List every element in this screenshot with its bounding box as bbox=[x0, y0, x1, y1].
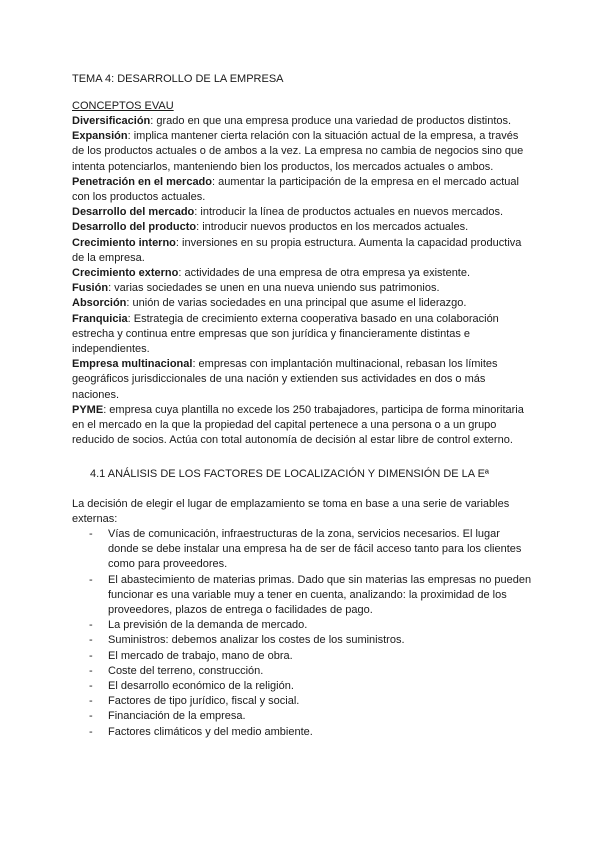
list-item-text: Coste del terreno, construcción. bbox=[108, 664, 264, 677]
definition-term: Franquicia bbox=[72, 312, 128, 325]
definition-item bbox=[72, 296, 532, 311]
definition-text: : varias sociedades se unen en una nueva uniendo sus patrimonios. bbox=[108, 282, 440, 295]
definition-term: Absorción bbox=[72, 297, 127, 310]
definition-text: : actividades de una empresa de otra empresa ya existente. bbox=[178, 267, 471, 280]
subsection-heading: 4.1 ANÁLISIS DE LOS FACTORES DE LOCALIZACIÓN Y DIMENSIÓN DE LA Eª bbox=[90, 468, 489, 480]
list-item bbox=[72, 664, 532, 679]
list-item-text: Vías de comunicación, infraestructuras de la zona, servicios necesarios. El lugar donde se debe instalar una empresa ha de ser de fácil acceso tanto para los clientes como para proveedores. bbox=[108, 528, 522, 571]
definitions-list bbox=[72, 114, 532, 448]
list-item bbox=[72, 649, 532, 664]
list-item-text: Financiación de la empresa. bbox=[108, 710, 246, 723]
list-item bbox=[72, 725, 532, 740]
dash-bullet: - bbox=[89, 528, 93, 540]
definition-item bbox=[72, 266, 532, 281]
definition-item bbox=[72, 114, 532, 129]
definition-text: : unión de varias sociedades en una principal que asume el liderazgo. bbox=[126, 297, 467, 310]
list-item-text: La previsión de la demanda de mercado. bbox=[108, 619, 308, 632]
dash-bullet: - bbox=[89, 695, 93, 708]
definition-item bbox=[72, 129, 532, 175]
definition-term: Penetración en el mercado bbox=[72, 175, 212, 188]
dash-bullet: - bbox=[89, 619, 93, 632]
list-item bbox=[72, 679, 532, 694]
definition-term: Desarrollo del producto bbox=[72, 221, 197, 234]
list-item-text: Suministros: debemos analizar los costes de los suministros. bbox=[108, 634, 405, 647]
factors-list bbox=[72, 527, 532, 740]
definition-text: : inversiones en su propia estructura. Aumenta la capacidad productiva de la empresa. bbox=[72, 236, 522, 264]
definition-item bbox=[72, 312, 532, 358]
definition-item bbox=[72, 205, 532, 220]
list-item-text: El desarrollo económico de la religión. bbox=[108, 680, 294, 693]
definition-term: Diversificación bbox=[72, 115, 151, 127]
definition-text: : Estrategia de crecimiento externa cooperativa basado en una colaboración estrecha y continua entre empresas que son jurídica y financieramente distintas e independientes. bbox=[72, 312, 499, 356]
list-item-text: El abastecimiento de materias primas. Dado que sin materias las empresas no pueden funcionar es una variable muy a tener en cuenta, analizando: la proximidad de los proveedores, plazos de entrega o facilidades de pago. bbox=[108, 573, 532, 617]
list-item bbox=[72, 618, 532, 633]
definition-item bbox=[72, 175, 532, 205]
intro-paragraph: La decisión de elegir el lugar de emplazamiento se toma en base a una serie de variables externas: bbox=[72, 498, 510, 526]
definition-text: : aumentar la participación de la empresa en el mercado actual con los productos actuales. bbox=[72, 175, 519, 204]
list-item bbox=[72, 633, 532, 648]
list-item bbox=[72, 709, 532, 724]
list-item bbox=[72, 694, 532, 709]
definition-term: Empresa multinacional bbox=[72, 358, 193, 371]
list-item bbox=[72, 573, 532, 619]
list-item-text: Factores de tipo jurídico, fiscal y social. bbox=[108, 695, 300, 708]
definition-text: : empresa cuya plantilla no excede los 250 trabajadores, participa de forma minoritaria en el mercado en la que la propiedad del capital pertenece a una persona o a un grupo reducido de socios. Actúa con total autonomía de decisión al estar libre de control externo. bbox=[72, 403, 524, 447]
definition-text: : empresas con implantación multinacional, rebasan los límites geográficos jurisdiccionales de una nación y extienden sus actividades en dos o más naciones. bbox=[72, 358, 498, 401]
definition-item bbox=[72, 403, 532, 449]
definition-text: : introducir la línea de productos actuales en nuevos mercados. bbox=[194, 206, 504, 219]
dash-bullet: - bbox=[89, 649, 93, 662]
definition-term: Fusión bbox=[72, 282, 109, 295]
dash-bullet: - bbox=[89, 573, 93, 586]
definition-item bbox=[72, 220, 532, 235]
dash-bullet: - bbox=[89, 634, 93, 647]
definition-text: : implica mantener cierta relación con la situación actual de la empresa, a través de los productos actuales o de ambos a la vez. La empresa no cambia de negocios sino que intenta potenciarlos, manteniendo bien los productos, los mercados actuales o ambos. bbox=[72, 130, 524, 173]
definition-term: Desarrollo del mercado bbox=[72, 206, 195, 219]
definition-item bbox=[72, 281, 532, 296]
list-item-text: Factores climáticos y del medio ambiente. bbox=[108, 725, 313, 738]
list-item-text: El mercado de trabajo, mano de obra. bbox=[108, 649, 293, 662]
definition-term: PYME bbox=[72, 403, 104, 416]
document-title: TEMA 4: DESARROLLO DE LA EMPRESA bbox=[72, 73, 284, 85]
definition-term: Crecimiento externo bbox=[72, 267, 179, 280]
definition-term: Expansión bbox=[72, 130, 128, 143]
dash-bullet: - bbox=[89, 725, 93, 738]
definition-item bbox=[72, 236, 532, 266]
dash-bullet: - bbox=[89, 680, 93, 693]
section-heading: CONCEPTOS EVAU bbox=[72, 100, 174, 112]
definition-text: : grado en que una empresa produce una variedad de productos distintos. bbox=[150, 115, 512, 127]
dash-bullet: - bbox=[89, 664, 93, 677]
definition-item bbox=[72, 357, 532, 403]
definition-text: : introducir nuevos productos en los mercados actuales. bbox=[196, 221, 469, 234]
definition-term: Crecimiento interno bbox=[72, 236, 176, 249]
list-item bbox=[72, 527, 532, 573]
dash-bullet: - bbox=[89, 710, 93, 723]
